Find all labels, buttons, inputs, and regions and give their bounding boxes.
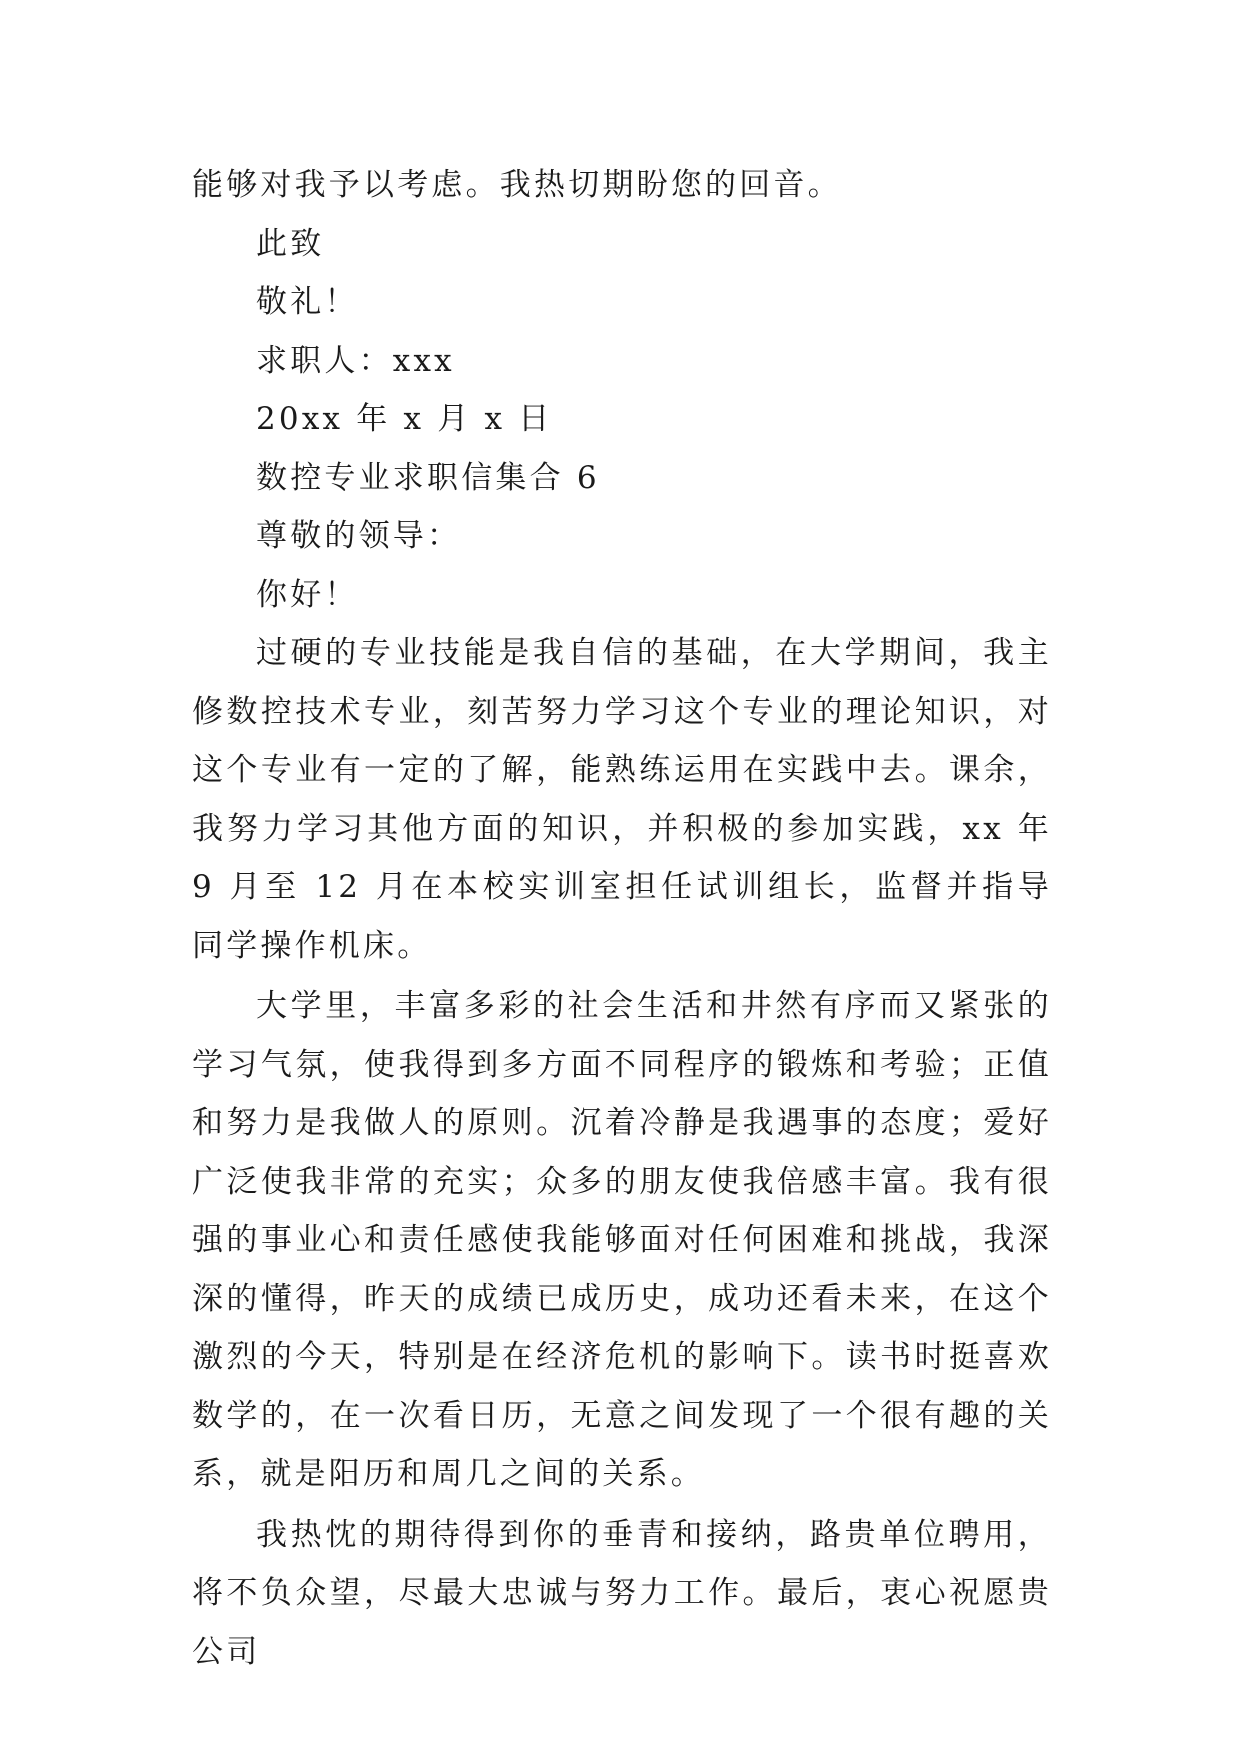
- closing-line-1: 此致: [256, 225, 325, 262]
- signature-line: 求职人：xxx: [256, 342, 455, 379]
- salutation-line: 尊敬的领导：: [256, 518, 462, 554]
- greeting-line: 你好！: [256, 576, 359, 613]
- section-title: 数控专业求职信集合 6: [256, 459, 600, 496]
- closing-line-2: 敬礼！: [256, 284, 359, 320]
- body-paragraph: 大学里，丰富多彩的社会生活和井然有序而又紧张的学习气氛，使我得到多方面不同程序的锻炼和考验；正值和努力是我做人的原则。沉着冷静是我遇事的态度；爱好广泛使我非常的充实；众多的朋友使我倍感丰富。我有很强的事业心和责任感使我能够面对任何困难和挑战，我深深的懂得，昨天的成绩已成历史，成功还看未来，在这个激烈的今天，特别是在经济危机的影响下。读书时挺喜欢数学的，在一次看日历，无意之间发现了一个很有趣的关系，就是阳历和周几之间的关系。: [192, 988, 1052, 1492]
- letter-body: [192, 156, 1052, 1681]
- body-paragraph: 过硬的专业技能是我自信的基础，在大学期间，我主修数控技术专业，刻苦努力学习这个专业的理论知识，对这个专业有一定的了解，能熟练运用在实践中去。课余，我努力学习其他方面的知识，并积极的参加实践，xx 年 9 月至 12 月在本校实训室担任试训组长，监督并指导同学操作机床。: [192, 635, 1052, 964]
- body-paragraph: 我热忱的期待得到你的垂青和接纳，路贵单位聘用，将不负众望，尽最大忠诚与努力工作。最后，衷心祝愿贵公司: [192, 1516, 1052, 1670]
- date-line: 20xx 年 x 月 x 日: [256, 401, 553, 437]
- continuation-line: 能够对我予以考虑。我热切期盼您的回音。: [192, 167, 842, 203]
